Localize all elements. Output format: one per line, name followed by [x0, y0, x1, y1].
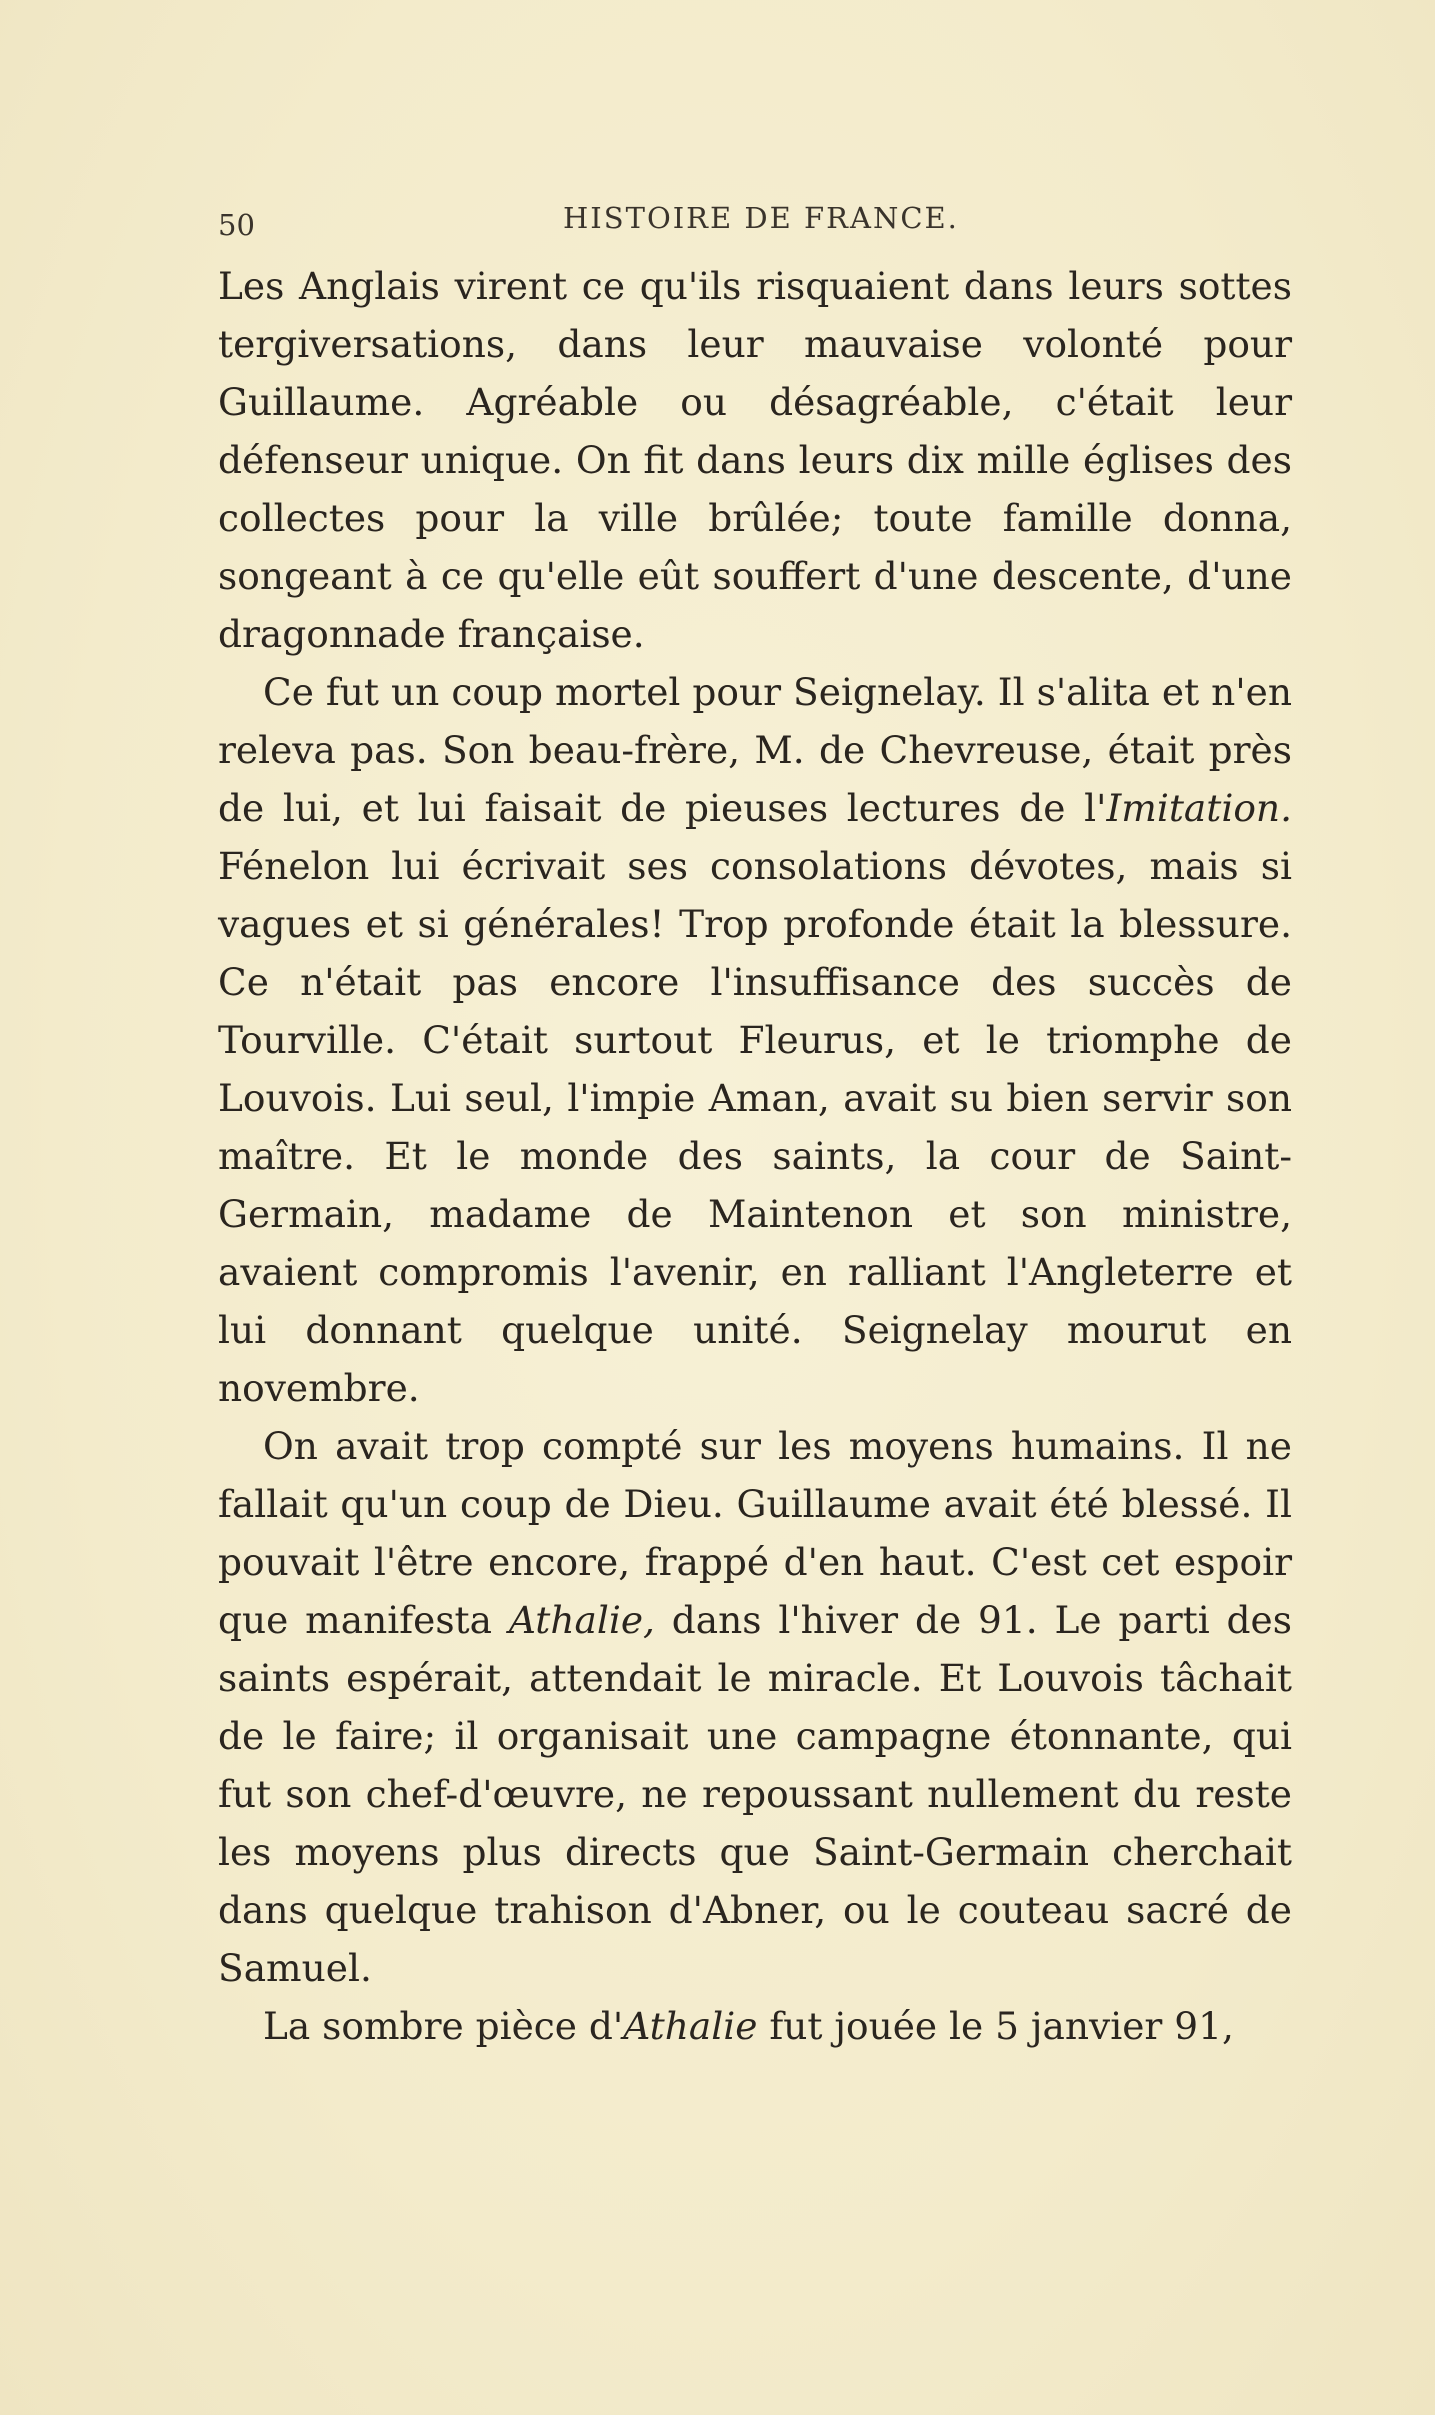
paragraph-2 — [218, 663, 1292, 1417]
paragraph-2-text-after: Fénelon lui écrivait ses consolations dévotes, mais si vagues et si générales! Trop profonde était la blessure. Ce n'était pas encore l'insuffisance des succès de Tourville. C'était surtout Fleurus, et le triomphe de Louvois. Lui seul, l'impie Aman, avait su bien servir son maître. Et le monde des saints, la cour de Saint-Germain, madame de Maintenon et son ministre, avaient compromis l'avenir, en ralliant l'Angleterre et lui donnant quelque unité. Seignelay mourut en novembre. — [218, 844, 1292, 1410]
body-text — [218, 257, 1292, 2055]
paragraph-2-italic-title: Imitation. — [1106, 786, 1292, 830]
paragraph-4-italic-title: Athalie — [623, 2004, 758, 2048]
running-title: HISTOIRE DE FRANCE. — [563, 201, 959, 235]
paragraph-3-italic-title: Athalie, — [508, 1598, 655, 1642]
paragraph-4-text-after: fut jouée le 5 janvier 91, — [757, 2004, 1234, 2048]
paragraph-4 — [218, 1997, 1292, 2055]
paragraph-1: Les Anglais virent ce qu'ils risquaient dans leurs sottes tergiversations, dans leur mauvaise volonté pour Guillaume. Agréable ou désagréable, c'était leur défenseur unique. On fit dans leurs dix mille églises des collectes pour la ville brûlée; toute famille donna, songeant à ce qu'elle eût souffert d'une descente, d'une dragonnade française. — [218, 264, 1292, 656]
paragraph-3 — [218, 1417, 1292, 1997]
page-number: 50 — [218, 208, 255, 242]
paragraph-3-text-after: dans l'hiver de 91. Le parti des saints espérait, attendait le miracle. Et Louvois tâchait de le faire; il organisait une campagne étonnante, qui fut son chef-d'œuvre, ne repoussant nullement du reste les moyens plus directs que Saint-Germain cherchait dans quelque trahison d'Abner, ou le couteau sacré de Samuel. — [218, 1598, 1292, 1990]
paragraph-4-text-before: La sombre pièce d' — [263, 2004, 624, 2048]
book-page — [218, 196, 1292, 2055]
page-header — [218, 196, 1292, 240]
paragraph-3-text-before: On avait trop compté sur les moyens humains. Il ne fallait qu'un coup de Dieu. Guillaume avait été blessé. Il pouvait l'être encore, frappé d'en haut. C'est cet espoir que manifesta — [218, 1424, 1292, 1642]
paragraph-2-text-before: Ce fut un coup mortel pour Seignelay. Il s'alita et n'en releva pas. Son beau-frère, M. de Chevreuse, était près de lui, et lui faisait de pieuses lectures de l' — [218, 670, 1292, 830]
